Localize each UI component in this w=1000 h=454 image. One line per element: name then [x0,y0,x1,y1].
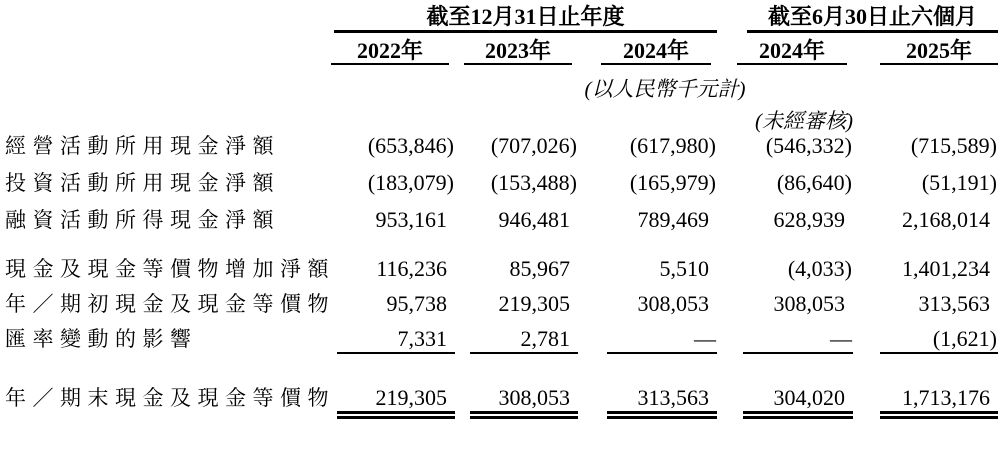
table-row-investing [0,170,1000,207]
cell-value: (715,589) [910,133,997,158]
cell-value: (1,621) [880,326,998,354]
cell-value: 628,939 [773,207,845,232]
currency-note: (以人民幣千元計) [584,77,746,101]
cell-value: — [743,326,853,354]
cell-value: 308,053 [773,291,845,316]
column-group-header-row [0,0,1000,33]
row-label: 經營活動所用現金淨額 [5,134,280,158]
cell-value: 95,738 [386,291,447,316]
column-header-2025-interim: 2025年 [880,40,998,65]
row-label: 融資活動所得現金淨額 [5,208,280,232]
cell-value: 219,305 [337,385,455,419]
cell-value: (86,640) [776,170,852,195]
cell-value: (617,980) [629,133,716,158]
cell-value: 953,161 [375,207,447,232]
cell-value: 2,781 [470,326,578,354]
column-group-annual: 截至12月31日止年度 [334,5,717,33]
row-label: 匯率變動的影響 [5,327,198,351]
column-header-2024-interim: 2024年 [737,40,847,65]
cell-value: (153,488) [490,170,577,195]
table-row-operating [0,133,1000,170]
table-row-financing [0,207,1000,244]
cell-value: 789,469 [637,207,709,232]
cell-value: 946,481 [498,207,570,232]
cell-value: 1,401,234 [902,256,990,281]
row-label: 年／期初現金及現金等價物 [5,292,335,316]
cell-value: (4,033) [787,256,852,281]
empty-label-cell [0,40,330,65]
cell-value: 304,020 [743,385,853,419]
cell-value: 7,331 [337,326,455,354]
table-row-beginning-cash [0,291,1000,326]
row-label: 投資活動所用現金淨額 [5,171,280,195]
unaudited-note: (未經審核) [755,109,853,133]
cell-value: (51,191) [921,170,997,195]
cell-value: 116,236 [376,256,447,281]
cell-value: 5,510 [659,256,709,281]
cell-value: 313,563 [607,385,717,419]
year-header-row [0,40,1000,65]
row-label: 年／期末現金及現金等價物 [5,386,335,410]
cell-value: (653,846) [367,133,454,158]
cell-value: 308,053 [470,385,578,419]
cell-value: 219,305 [498,291,570,316]
cell-value: — [607,326,717,354]
table-row-net-increase [0,256,1000,291]
cell-value: (707,026) [490,133,577,158]
cell-value: 308,053 [637,291,709,316]
row-label: 現金及現金等價物增加淨額 [5,257,335,281]
cell-value: (165,979) [629,170,716,195]
cell-value: 1,713,176 [880,385,998,419]
table-row-fx-effect [0,326,1000,361]
cell-value: (183,079) [367,170,454,195]
table-row-ending-cash [0,385,1000,425]
cell-value: 2,168,014 [902,207,990,232]
cell-value: (546,332) [765,133,852,158]
column-header-2022: 2022年 [331,40,449,65]
empty-label-cell [0,5,330,33]
cell-value: 85,967 [509,256,570,281]
column-group-interim: 截至6月30日止六個月 [747,5,998,33]
cell-value: 313,563 [918,291,990,316]
column-header-2023: 2023年 [464,40,572,65]
column-header-2024: 2024年 [601,40,711,65]
